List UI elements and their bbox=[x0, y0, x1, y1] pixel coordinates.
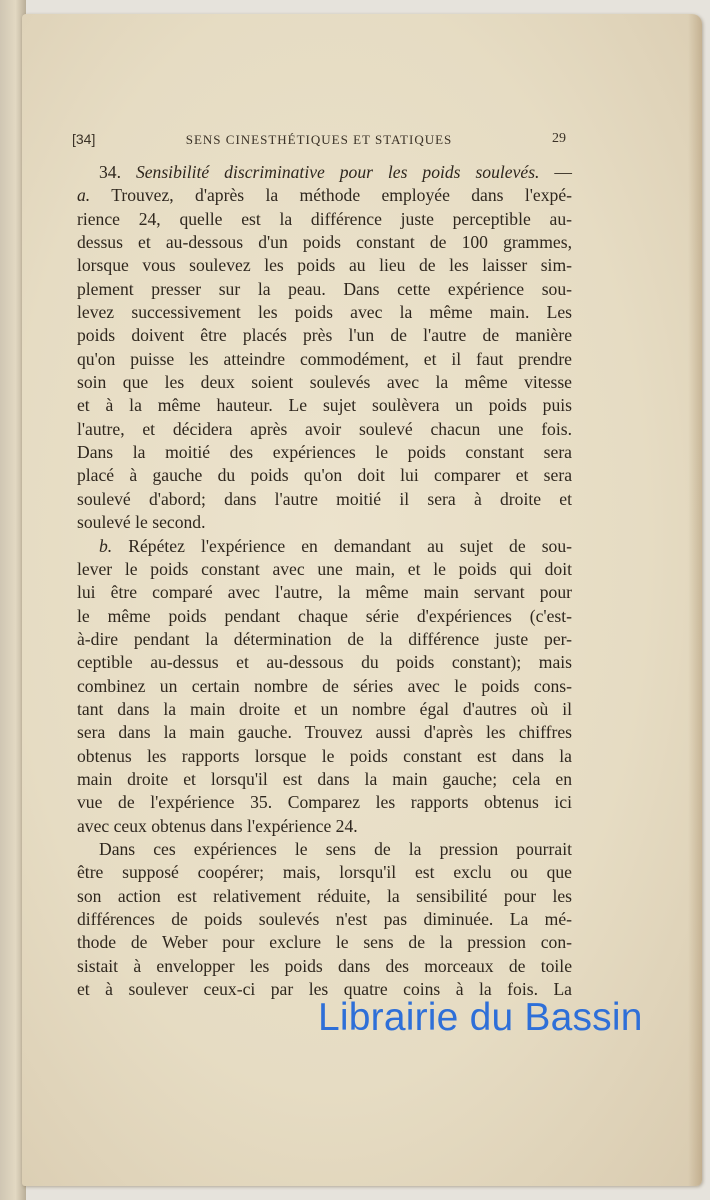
text-line bbox=[77, 745, 572, 768]
item-letter: a. bbox=[77, 185, 91, 206]
section-heading-line bbox=[77, 161, 572, 184]
section-number: [34] bbox=[72, 131, 96, 147]
text-line bbox=[77, 885, 572, 908]
text-line bbox=[77, 628, 572, 651]
line-text: son action est relativement réduite, la sensibilité pour les bbox=[77, 885, 572, 906]
line-text: et à soulever ceux-ci par les quatre coins à la fois. La bbox=[77, 979, 572, 1000]
line-text: soulevé le second. bbox=[77, 512, 206, 533]
line-text: lorsque vous soulevez les poids au lieu de les laisser sim- bbox=[77, 255, 572, 276]
text-line bbox=[77, 254, 572, 277]
line-text: tant dans la main droite et un nombre égal d'autres où il bbox=[77, 698, 572, 719]
text-line bbox=[77, 184, 572, 207]
text-line bbox=[77, 581, 572, 604]
line-text: Dans ces expériences le sens de la pression pourrait bbox=[99, 838, 572, 859]
text-line bbox=[77, 441, 572, 464]
item-letter: b. bbox=[99, 535, 113, 556]
text-line bbox=[77, 908, 572, 931]
text-line bbox=[77, 324, 572, 347]
text-line bbox=[77, 605, 572, 628]
line-text: ceptible au-dessus et au-dessous du poids constant); mais bbox=[77, 652, 572, 673]
line-text: sistait à envelopper les poids dans des morceaux de toile bbox=[77, 955, 572, 976]
line-text: combinez un certain nombre de séries avec le poids cons- bbox=[77, 675, 572, 696]
line-text: différences de poids soulevés n'est pas diminuée. La mé- bbox=[77, 909, 572, 929]
line-text: à-dire pendant la détermination de la différence juste per- bbox=[77, 628, 572, 649]
text-line bbox=[77, 535, 572, 558]
text-line bbox=[77, 231, 572, 254]
line-text: poids doivent être placés près l'un de l'autre de manière bbox=[77, 325, 572, 346]
line-text: qu'on puisse les atteindre commodément, et il faut prendre bbox=[77, 348, 572, 369]
text-line bbox=[77, 464, 572, 487]
text-line bbox=[77, 721, 572, 744]
body-text bbox=[77, 161, 572, 1001]
line-text: sera dans la main gauche. Trouvez aussi d'après les chiffres bbox=[77, 722, 572, 743]
line-text: plement presser sur la peau. Dans cette expérience sou- bbox=[77, 278, 572, 299]
line-text: dessus et au-dessous d'un poids constant de 100 grammes, bbox=[77, 232, 572, 253]
line-text: et à la même hauteur. Le sujet soulèvera un poids puis bbox=[77, 395, 572, 416]
section-title: Sensibilité discriminative pour les poids soulevés. bbox=[135, 162, 540, 182]
text-line bbox=[77, 348, 572, 371]
line-text: thode de Weber pour exclure le sens de la pression con- bbox=[77, 932, 572, 953]
text-line bbox=[77, 511, 572, 534]
text-line bbox=[77, 838, 572, 861]
text-line bbox=[77, 418, 572, 441]
line-text: l'autre, et décidera après avoir soulevé chacun une fois. bbox=[77, 418, 572, 439]
text-line bbox=[77, 861, 572, 884]
text-line bbox=[77, 301, 572, 324]
line-text: rience 24, quelle est la différence juste perceptible au- bbox=[77, 208, 572, 229]
text-line bbox=[77, 394, 572, 417]
text-line bbox=[77, 371, 572, 394]
text-line bbox=[77, 955, 572, 978]
text-line bbox=[77, 651, 572, 674]
line-text: lui être comparé avec l'autre, la même main servant pour bbox=[77, 582, 572, 603]
text-line bbox=[77, 768, 572, 791]
text-line bbox=[77, 931, 572, 954]
line-text: avec ceux obtenus dans l'expérience 24. bbox=[77, 815, 358, 836]
text-line bbox=[77, 791, 572, 814]
running-header bbox=[72, 131, 566, 151]
line-text: placé à gauche du poids qu'on doit lui comparer et sera bbox=[77, 465, 572, 486]
text-line bbox=[77, 208, 572, 231]
line-text: Trouvez, d'après la méthode employée dans l'expé- bbox=[90, 185, 572, 206]
text-line bbox=[77, 815, 572, 838]
watermark: Librairie du Bassin bbox=[318, 996, 643, 1039]
text-line bbox=[77, 488, 572, 511]
line-text: vue de l'expérience 35. Comparez les rapports obtenus ici bbox=[77, 792, 572, 813]
line-text: obtenus les rapports lorsque le poids constant est dans la bbox=[77, 745, 572, 766]
running-title: SENS CINESTHÉTIQUES ET STATIQUES bbox=[185, 132, 453, 147]
text-line bbox=[77, 558, 572, 581]
line-text: main droite et lorsqu'il est dans la main gauche; cela en bbox=[77, 768, 572, 789]
title-dash: — bbox=[539, 162, 572, 182]
line-text: soin que les deux soient soulevés avec la même vitesse bbox=[77, 372, 572, 393]
page-number: 29 bbox=[552, 131, 566, 146]
line-text: Répétez l'expérience en demandant au sujet de sou- bbox=[112, 535, 572, 556]
text-line bbox=[77, 698, 572, 721]
text-line bbox=[77, 675, 572, 698]
line-text: Dans la moitié des expériences le poids constant sera bbox=[77, 442, 572, 463]
line-text: levez successivement les poids avec la même main. Les bbox=[77, 302, 572, 323]
line-text: être supposé coopérer; mais, lorsqu'il est exclu ou que bbox=[77, 862, 572, 883]
line-text: le même poids pendant chaque série d'expériences (c'est- bbox=[77, 605, 572, 626]
section-number-text: 34. bbox=[99, 162, 121, 182]
line-text: soulevé d'abord; dans l'autre moitié il sera à droite et bbox=[77, 488, 572, 509]
line-text: lever le poids constant avec une main, et le poids qui doit bbox=[77, 558, 572, 579]
text-line bbox=[77, 278, 572, 301]
